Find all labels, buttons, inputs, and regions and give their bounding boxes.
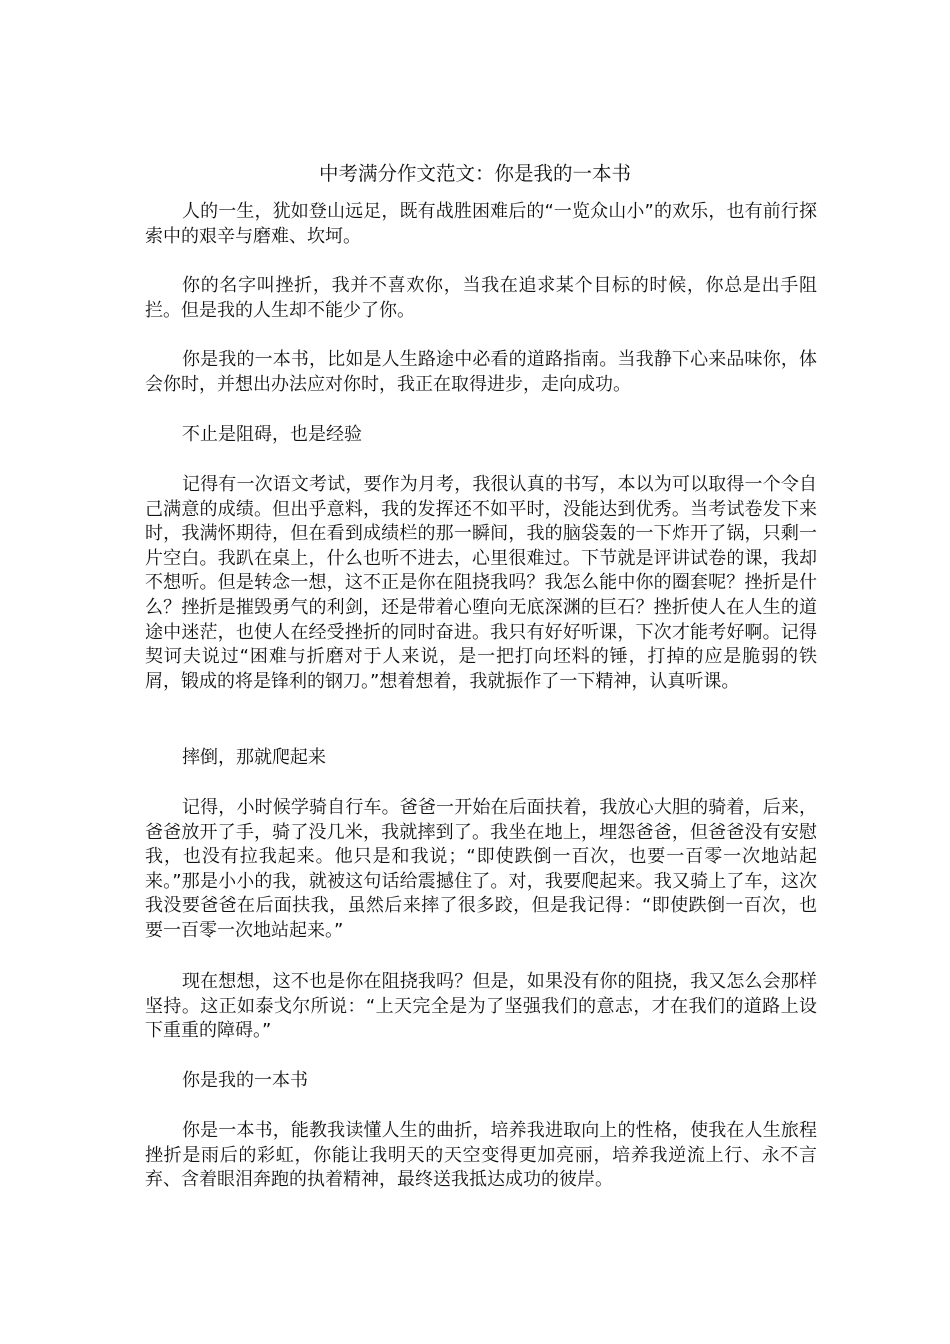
page-title: 中考满分作文范文：你是我的一本书 bbox=[318, 162, 631, 185]
paragraph-tagore-quote: 现在想想，这不也是你在阻挠我吗？但是，如果没有你的阻挠，我又怎么会那样坚持。这正如泰戈尔所说：“上天完全是为了坚强我们的意志，才在我们的道路上设下重重的障碍。” bbox=[145, 971, 817, 1042]
paragraph-setback-name: 你的名字叫挫折，我并不喜欢你，当我在追求某个目标的时候，你总是出手阻拦。但是我的人生却不能少了你。 bbox=[145, 275, 817, 321]
paragraph-intro: 人的一生，犹如登山远足，既有战胜困难后的“一览众山小”的欢乐，也有前行探索中的艰辛与磨难、坎坷。 bbox=[145, 201, 817, 247]
section-heading-book: 你是我的一本书 bbox=[182, 1070, 308, 1091]
paragraph-conclusion: 你是一本书，能教我读懂人生的曲折，培养我进取向上的性格，使我在人生旅程挫折是雨后的彩虹，你能让我明天的天空变得更加亮丽，培养我逆流上行、永不言弃、含着眼泪奔跑的执着精神，最终送我抵达成功的彼岸。 bbox=[145, 1120, 817, 1191]
section-heading-get-up: 摔倒，那就爬起来 bbox=[182, 747, 326, 768]
paragraph-bicycle-story: 记得，小时候学骑自行车。爸爸一开始在后面扶着，我放心大胆的骑着，后来，爸爸放开了手，骑了没几米，我就摔到了。我坐在地上，埋怨爸爸，但爸爸没有安慰我，也没有拉我起来。他只是和我说；“即使跌倒一百次，也要一百零一次地站起来。”那是小小的我，就被这句话给震撼住了。对，我要爬起来。我又骑上了车，这次我没要爸爸在后面扶我，虽然后来摔了很多跤，但是我记得：“即使跌倒一百次，也要一百零一次地站起来。” bbox=[145, 797, 817, 941]
paragraph-exam-story: 记得有一次语文考试，要作为月考，我很认真的书写，本以为可以取得一个令自己满意的成绩。但出乎意料，我的发挥还不如平时，没能达到优秀。当考试卷发下来时，我满怀期待，但在看到成绩栏的那一瞬间，我的脑袋轰的一下炸开了锅，只剩一片空白。我趴在桌上，什么也听不进去，心里很难过。下节就是评讲试卷的课，我却不想听。但是转念一想，这不正是你在阻挠我吗？我怎么能中你的圈套呢？挫折是什么？挫折是摧毁勇气的利剑，还是带着心堕向无底深渊的巨石？挫折使人在人生的道途中迷茫，也使人在经受挫折的同时奋进。我只有好好听课，下次才能考好啊。记得契诃夫说过“困难与折磨对于人来说，是一把打向坯料的锤，打掉的应是脆弱的铁屑，锻成的将是锋利的钢刀。”想着想着，我就振作了一下精神，认真听课。 bbox=[145, 474, 817, 692]
paragraph-book-guide: 你是我的一本书，比如是人生路途中必看的道路指南。当我静下心来品味你，体会你时，并想出办法应对你时，我正在取得进步，走向成功。 bbox=[145, 349, 817, 395]
section-heading-experience: 不止是阻碍，也是经验 bbox=[182, 424, 362, 445]
